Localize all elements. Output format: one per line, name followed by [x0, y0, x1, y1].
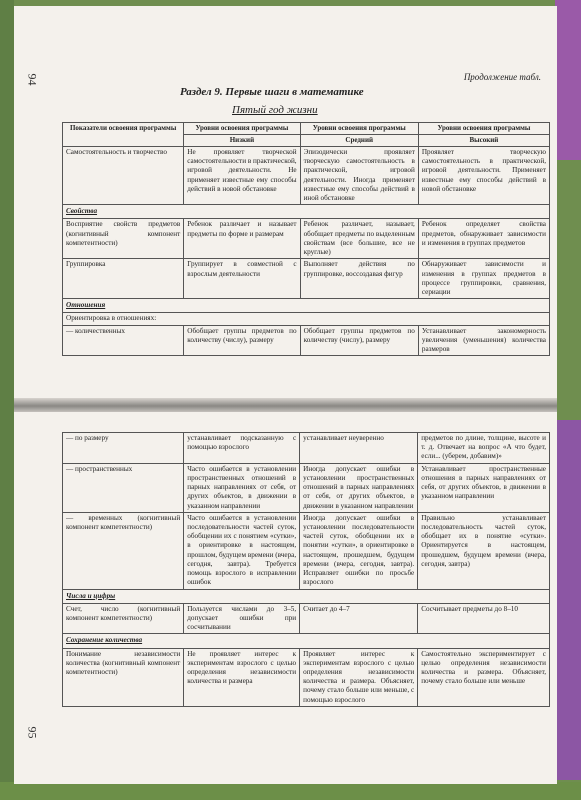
level-cell: Пользуется числами до 3–5, допускает ошибки при сосчитывании	[184, 603, 300, 634]
level-cell: Ребенок различает, называет, обобщает предметы по выделенным свойствам (все большие, все не круглые)	[300, 219, 418, 259]
level-cell: Сосчитывает предметы до 8–10	[418, 603, 550, 634]
header-level-medium: Средний	[300, 134, 418, 146]
indicator-cell: Понимание независимости количества (когнитивный компонент компетентности)	[63, 648, 184, 706]
level-cell: Самостоятельно экспериментирует с целью определения независимости количества и размера. Объясняет, почему стало больше или меньше	[418, 648, 550, 706]
indicator-cell: Восприятие свойств предметов (когнитивный компонент компетентности)	[63, 219, 184, 259]
indicator-cell: — пространственных	[63, 463, 184, 512]
subheading-row	[63, 313, 550, 325]
indicator-cell: Счет, число (когнитивный компонент компетентности)	[63, 603, 184, 634]
table-row	[63, 648, 550, 706]
table-row	[63, 219, 550, 259]
section-title: Раздел 9. Первые шаги в математике	[180, 86, 364, 98]
level-cell: Часто ошибается в установлении последовательности частей суток, обобщении их с понятием «сутки», в ориентировке в настоящем, прошлом, будущем времени (вчера, сегодня, завтра). Требуется помощь взрослого в исправлении ошибок	[184, 512, 300, 589]
table-row	[63, 259, 550, 299]
header-level-title: Уровни освоения программы	[418, 123, 549, 135]
header-level-title: Уровни освоения программы	[300, 123, 418, 135]
page-number-bottom: 95	[25, 726, 40, 739]
book-cover-tab-bottom	[555, 420, 581, 780]
subtitle: Пятый год жизни	[232, 104, 318, 116]
level-cell: Часто ошибается в установлении пространственных отношений в парных направлениях от себя, от других объектов, в движении в указанном направлении	[184, 463, 300, 512]
section-heading: Сохранение количества	[63, 634, 550, 648]
subheading: Ориентировка в отношениях:	[63, 313, 550, 325]
level-cell: Устанавливает пространственные отношения в парных направлениях от себя, от других объектов, в движении в указанном направлении	[418, 463, 550, 512]
level-cell: Считает до 4–7	[300, 603, 418, 634]
level-cell: Эпизодически проявляет творческую самостоятельность в практической, игровой деятельности. Иногда применяет известные ему способы действий в иной обстановке	[300, 146, 418, 204]
section-heading: Свойства	[63, 205, 550, 219]
level-cell: предметов по длине, толщине, высоте и т. д. Отвечает на вопрос «А что будет, если... (уберем, добавим)»	[418, 433, 550, 464]
level-cell: Проявляет творческую самостоятельность в практической, игровой деятельности. Применяет известные ему способы действий в новой обстановке	[418, 146, 549, 204]
level-cell: Правильно устанавливает последовательность частей суток, обобщает их в понятие «сутки». Ориентируется в настоящем, прошедшем, будущем времени (вчера, сегодня, завтра)	[418, 512, 550, 589]
header-level-high: Высокий	[418, 134, 549, 146]
table-row	[63, 603, 550, 634]
header-indicators: Показатели освоения программы	[63, 123, 184, 147]
level-cell: устанавливает подсказанную с помощью взрослого	[184, 433, 300, 464]
section-row	[63, 205, 550, 219]
level-cell: Не проявляет творческой самостоятельности в практической, игровой деятельности. Не применяет известные ему способы действий в новой обстановке	[184, 146, 300, 204]
level-cell: Обобщает группы предметов по количеству (числу), размеру	[184, 325, 300, 356]
level-cell: Ребенок различает и называет предметы по форме и размерам	[184, 219, 300, 259]
table-row	[63, 433, 550, 464]
level-cell: Не проявляет интерес к экспериментам взрослого с целью определения независимости количества и размера	[184, 648, 300, 706]
table-top	[62, 122, 550, 356]
indicator-cell: — количественных	[63, 325, 184, 356]
section-row	[63, 634, 550, 648]
level-cell: Иногда допускает ошибки в установлении пространственных отношений в парных направлениях от себя, от других объектов, в движении в указанном направлении	[300, 463, 418, 512]
table-row	[63, 325, 550, 356]
level-cell: Устанавливает закономерность увеличения (уменьшения) количества размеров	[418, 325, 549, 356]
section-row	[63, 589, 550, 603]
indicator-cell: — по размеру	[63, 433, 184, 464]
level-cell: Проявляет интерес к экспериментам взрослого с целью определения независимости количества и размера. Объясняет, почему стало больше или меньше, с помощью взрослого	[300, 648, 418, 706]
table-row	[63, 463, 550, 512]
section-row	[63, 299, 550, 313]
section-heading: Отношения	[63, 299, 550, 313]
indicator-cell: Самостоятельность и творчество	[63, 146, 184, 204]
table-row	[63, 146, 550, 204]
level-cell: Группирует в совместной с взрослым деятельности	[184, 259, 300, 299]
level-cell: Обнаруживает зависимости и изменения в группах предметов в процессе группировки, сравнения, сериации	[418, 259, 549, 299]
book-cover-tab-top	[555, 0, 581, 160]
level-cell: устанавливает неуверенно	[300, 433, 418, 464]
section-heading: Числа и цифры	[63, 589, 550, 603]
table-row	[63, 512, 550, 589]
header-level-low: Низкий	[184, 134, 300, 146]
level-cell: Иногда допускает ошибки в установлении последовательности частей суток, обобщении их в понятии «сутки», в ориентировке в настоящем, прошедшем, будущем времени (вчера, сегодня, завтра). Исправляет ошибки по просьбе взрослого	[300, 512, 418, 589]
level-cell: Выполняет действия по группировке, воссоздавая фигур	[300, 259, 418, 299]
level-cell: Ребенок определяет свойства предметов, обнаруживает зависимости и изменения в группах предметов	[418, 219, 549, 259]
background-left-edge	[0, 0, 14, 800]
indicator-cell: Группировка	[63, 259, 184, 299]
background-bottom-edge	[0, 782, 581, 800]
header-level-title: Уровни освоения программы	[184, 123, 300, 135]
table-bottom	[62, 432, 550, 707]
page-number-top: 94	[25, 73, 40, 86]
indicator-cell: — временных (когнитивный компонент компетентности)	[63, 512, 184, 589]
level-cell: Обобщает группы предметов по количеству (числу), размеру	[300, 325, 418, 356]
continuation-label: Продолжение табл.	[463, 72, 541, 82]
